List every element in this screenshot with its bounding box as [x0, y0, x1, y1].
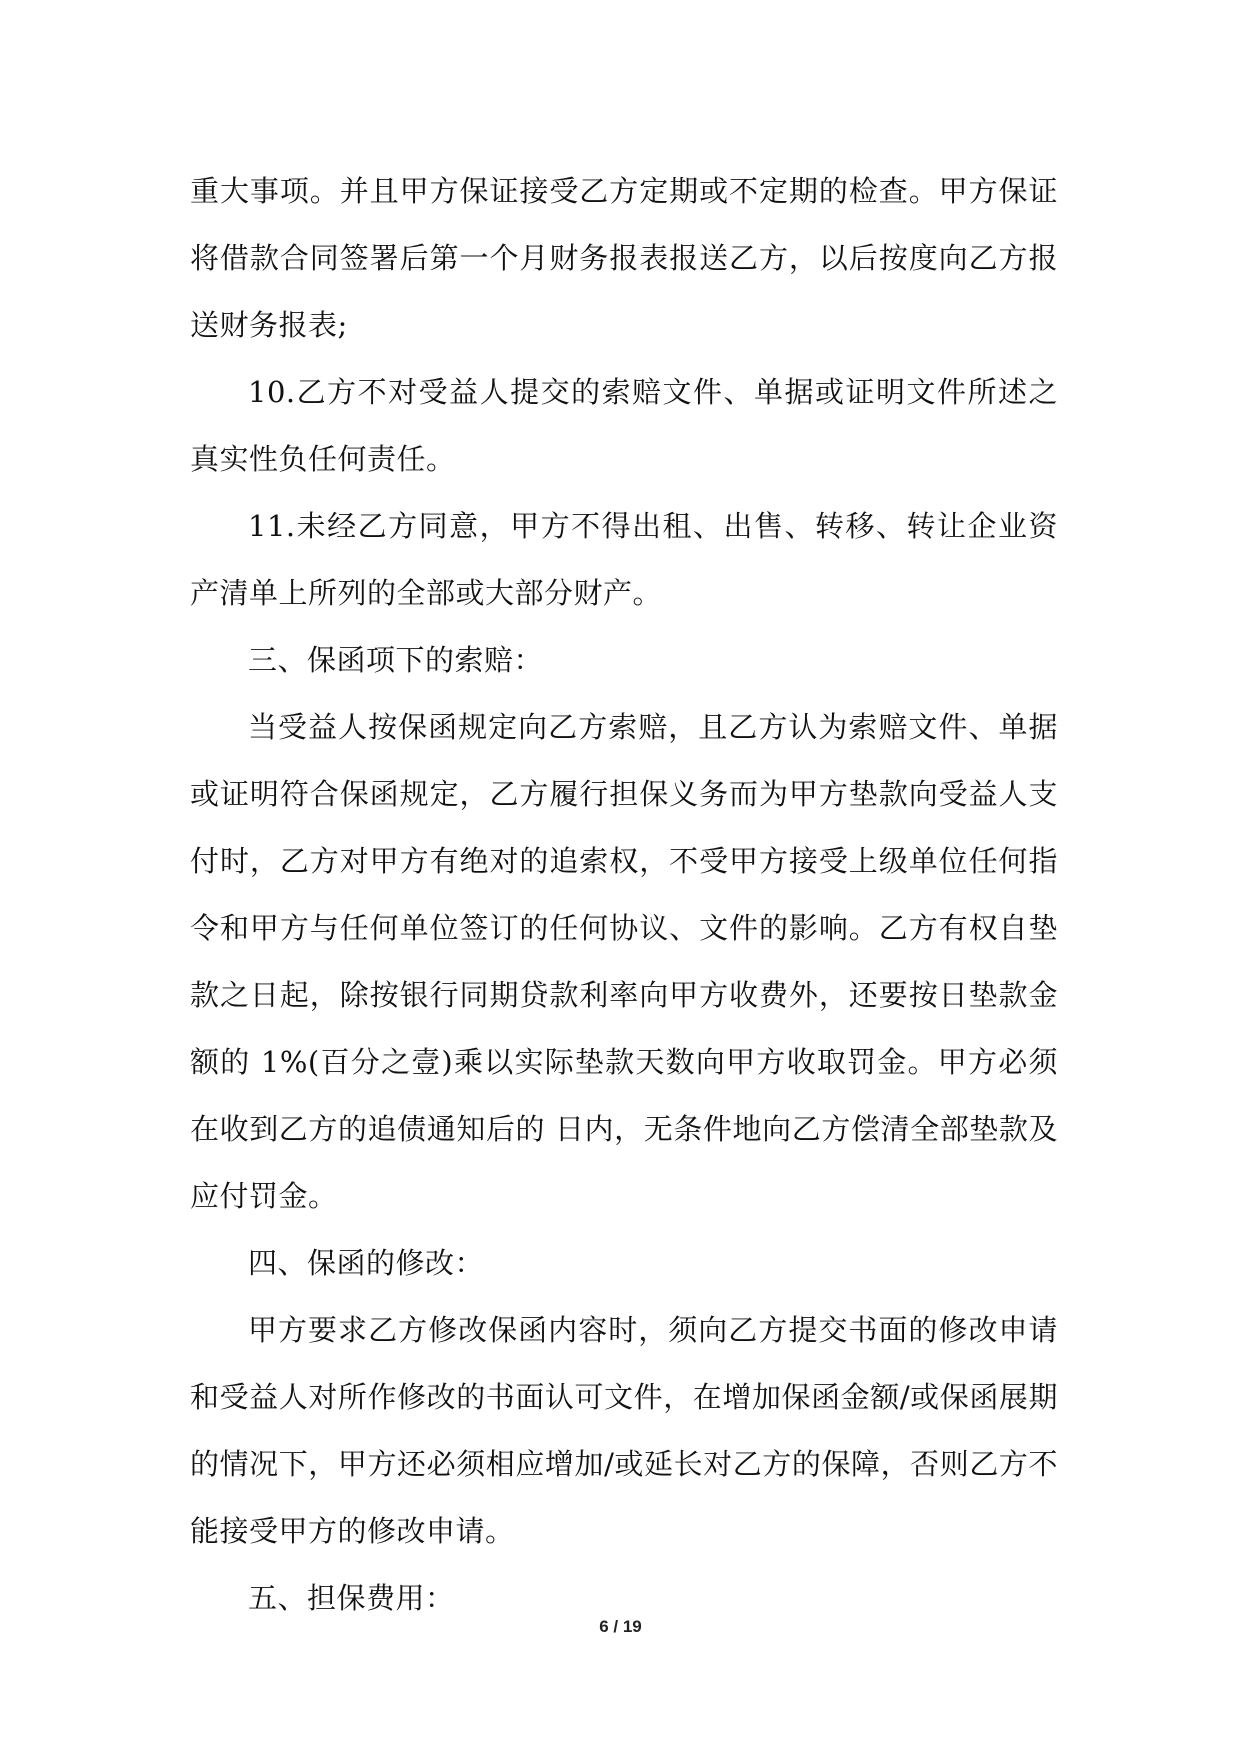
section-heading-fees: 五、担保费用：: [248, 1581, 455, 1615]
paragraph-clause-10: 10.乙方不对受益人提交的索赔文件、单据或证明文件所述之真实性负任何责任。: [190, 375, 1058, 476]
paragraph-continuation: 重大事项。并且甲方保证接受乙方定期或不定期的检查。甲方保证将借款合同签署后第一个月财务报表报送乙方，以后按度向乙方报送财务报表;: [190, 174, 1058, 342]
section-heading-claims: 三、保函项下的索赔：: [248, 643, 544, 677]
document-body: [190, 158, 1058, 1632]
page-number: 6 / 19: [599, 1617, 642, 1636]
paragraph-claims: 当受益人按保函规定向乙方索赔，且乙方认为索赔文件、单据或证明符合保函规定，乙方履行担保义务而为甲方垫款向受益人支付时，乙方对甲方有绝对的追索权，不受甲方接受上级单位任何指令和甲方与任何单位签订的任何协议、文件的影响。乙方有权自垫款之日起，除按银行同期贷款利率向甲方收费外，还要按日垫款金额的 1%(百分之壹)乘以实际垫款天数向甲方收取罚金。甲方必须在收到乙方的追债通知后的 日内，无条件地向乙方偿清全部垫款及应付罚金。: [190, 710, 1058, 1213]
section-heading-amendment: 四、保函的修改：: [248, 1246, 485, 1280]
paragraph-clause-11: 11.未经乙方同意，甲方不得出租、出售、转移、转让企业资产清单上所列的全部或大部分财产。: [190, 509, 1058, 610]
paragraph-amendment: 甲方要求乙方修改保函内容时，须向乙方提交书面的修改申请和受益人对所作修改的书面认可文件，在增加保函金额/或保函展期的情况下，甲方还必须相应增加/或延长对乙方的保障，否则乙方不能接受甲方的修改申请。: [190, 1313, 1058, 1548]
